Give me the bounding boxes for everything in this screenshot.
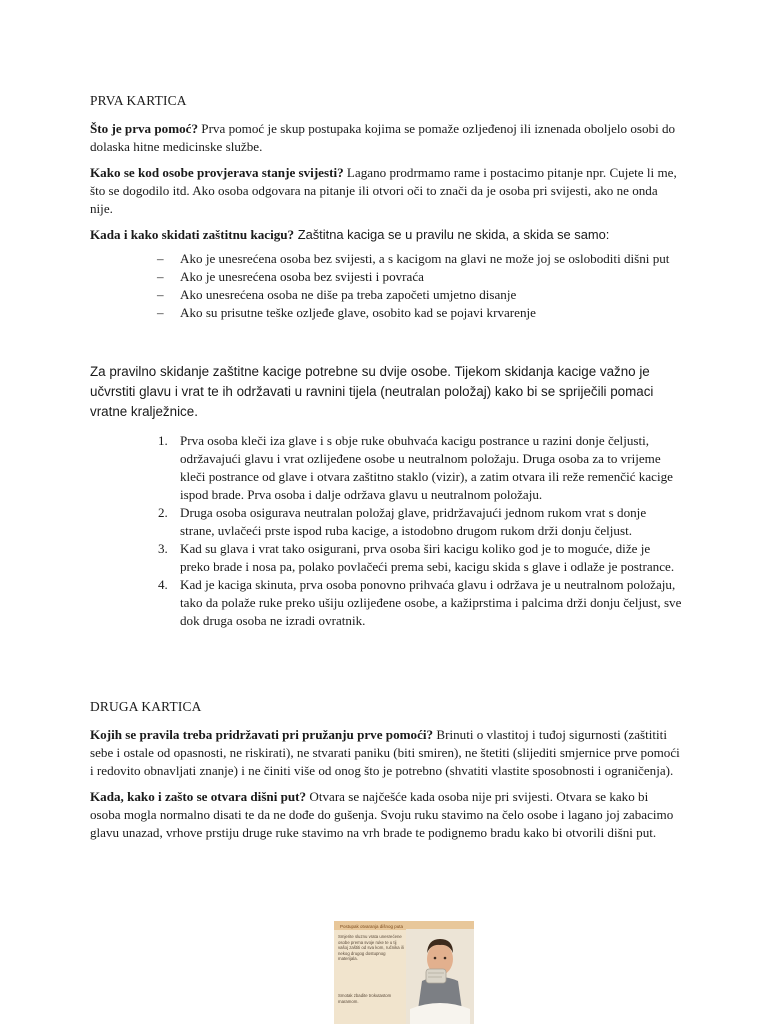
helmet-removal-steps xyxy=(90,432,682,630)
list-item: – Ako su prisutne teške ozljeđe glave, osobito kad se pojavi krvarenje xyxy=(180,304,682,322)
list-item: – Ako unesrećena osoba ne diše pa treba započeti umjetno disanje xyxy=(180,286,682,304)
step-item: Druga osoba osigurava neutralan položaj glave, pridržavajući jednom rukom vrat s donje strane, uvlačeći prste ispod ruba kacige, a istodobno drugom rukom drži donju čeljust. xyxy=(180,505,647,538)
section1-heading: PRVA KARTICA xyxy=(90,93,187,108)
section2 xyxy=(90,698,682,842)
helmet-removal-intro: Za pravilno skidanje zaštitne kacige potrebne su dvije osobe. Tijekom skidanja kacige važno je učvrstiti glavu i vrat te ih održavati u ravnini tijela (neutralan položaj) kako bi se spriječili pomaci vratne kralježnice. xyxy=(90,364,654,419)
section2-para1 xyxy=(90,726,682,780)
list-item: – Ako je unesrećena osoba bez svijesti, a s kacigom na glavi ne može joj se osloboditi dišni put xyxy=(180,250,682,268)
answer-rules: Brinuti o vlastitoj i tuđoj sigurnosti (zaštititi sebe i ostale od opasnosti, ne riskirati), ne stvarati paniku (biti smiren), ne štetiti (slijediti smjernice prve pomoći i redovito obnavljati znanje) i ne činiti više od onog što je potrebno (shvatiti vlastite sposobnosti i ograničenja). xyxy=(90,727,680,778)
question-airway: Kada, kako i zašto se otvara dišni put? xyxy=(90,789,307,804)
helmet-conditions-list xyxy=(90,250,682,322)
step-item: Kad su glava i vrat tako osigurani, prva osoba širi kacigu koliko god je to moguće, diže je preko brade i nosa pa, polako povlačeći prema sebi, kacigu skida s glave i odlaže je postrance. xyxy=(180,541,675,574)
section2-heading: DRUGA KARTICA xyxy=(90,699,202,714)
question-consciousness: Kako se kod osobe provjerava stanje svijesti? xyxy=(90,165,344,180)
answer-airway: Otvara se najčešće kada osoba nije pri svijesti. Otvara se kako bi osoba mogla normalno disati te da ne dođe do gušenja. Svoju ruku stavimo na čelo osobe i lagano joj zabacimo glavu unazad, vrhove prstiju druge ruke stavimo na vrh brade te podignemo bradu kako bi otvorili dišni put. xyxy=(90,789,674,840)
figure-text-1: Smjerite sluznu vrata unesrećene osobe prema svoje ruke te u tij vašoj zaštiti od sva kom, ručnika ili nekog drugog dostupnog materijala. xyxy=(338,934,404,961)
answer-consciousness: Lagano prodrmamo rame i postacimo pitanje npr. Cujete li me, što se dogodilo itd. Ako osoba odgovara na pitanje ili otvori oči to znači da je osoba pri svijesti, ako ne onda nije. xyxy=(90,165,677,216)
answer-first-aid: Prva pomoć je skup postupaka kojima se pomaže ozljeđenoj ili iznenada oboljelo osobi do dolaska hitne medicinske službe. xyxy=(90,121,676,154)
airway-illustration xyxy=(334,921,474,1024)
answer-helmet: Zaštitna kaciga se u pravilu ne skida, a skida se samo: xyxy=(294,227,610,242)
step-item: Kad je kaciga skinuta, prva osoba ponovno prihvaća glavu i održava je u neutralnom položaju, tako da polaže ruke preko ušiju ozlijeđene osobe, a kažiprstima i palcima drži donju čeljust, sve dok druga osoba ne izradi ovratnik. xyxy=(180,577,682,628)
person-photo xyxy=(406,929,474,1024)
section1-para1 xyxy=(90,120,682,156)
question-rules: Kojih se pravila treba pridržavati pri pružanju prve pomoći? xyxy=(90,727,434,742)
section1-para2 xyxy=(90,164,682,218)
list-item: – Ako je unesrećena osoba bez svijesti i povraća xyxy=(180,268,682,286)
figure-text-2: Smotak zbadite trokutastom maramom. xyxy=(338,993,392,1004)
section1-para3 xyxy=(90,226,682,244)
question-first-aid: Što je prva pomoć? xyxy=(90,121,199,136)
figure-title: Postupak otvaranja dišnog puta xyxy=(340,924,404,929)
section2-para2 xyxy=(90,788,682,842)
document-page xyxy=(90,92,682,850)
question-helmet: Kada i kako skidati zaštitnu kacigu? xyxy=(90,227,295,242)
step-item: Prva osoba kleči iza glave i s obje ruke obuhvaća kacigu postrance u razini donje čeljusti, održavajući glavu i vrat ozlijeđene osobe u neutralnom položaju. Druga osoba za to vrijeme kleči postrance od glave i otvara zaštitno staklo (vizir), a zatim otvara ili reže remenčić kacige ispod brade. Prva osoba i dalje održava glavu u neutralnom položaju. xyxy=(180,433,673,502)
